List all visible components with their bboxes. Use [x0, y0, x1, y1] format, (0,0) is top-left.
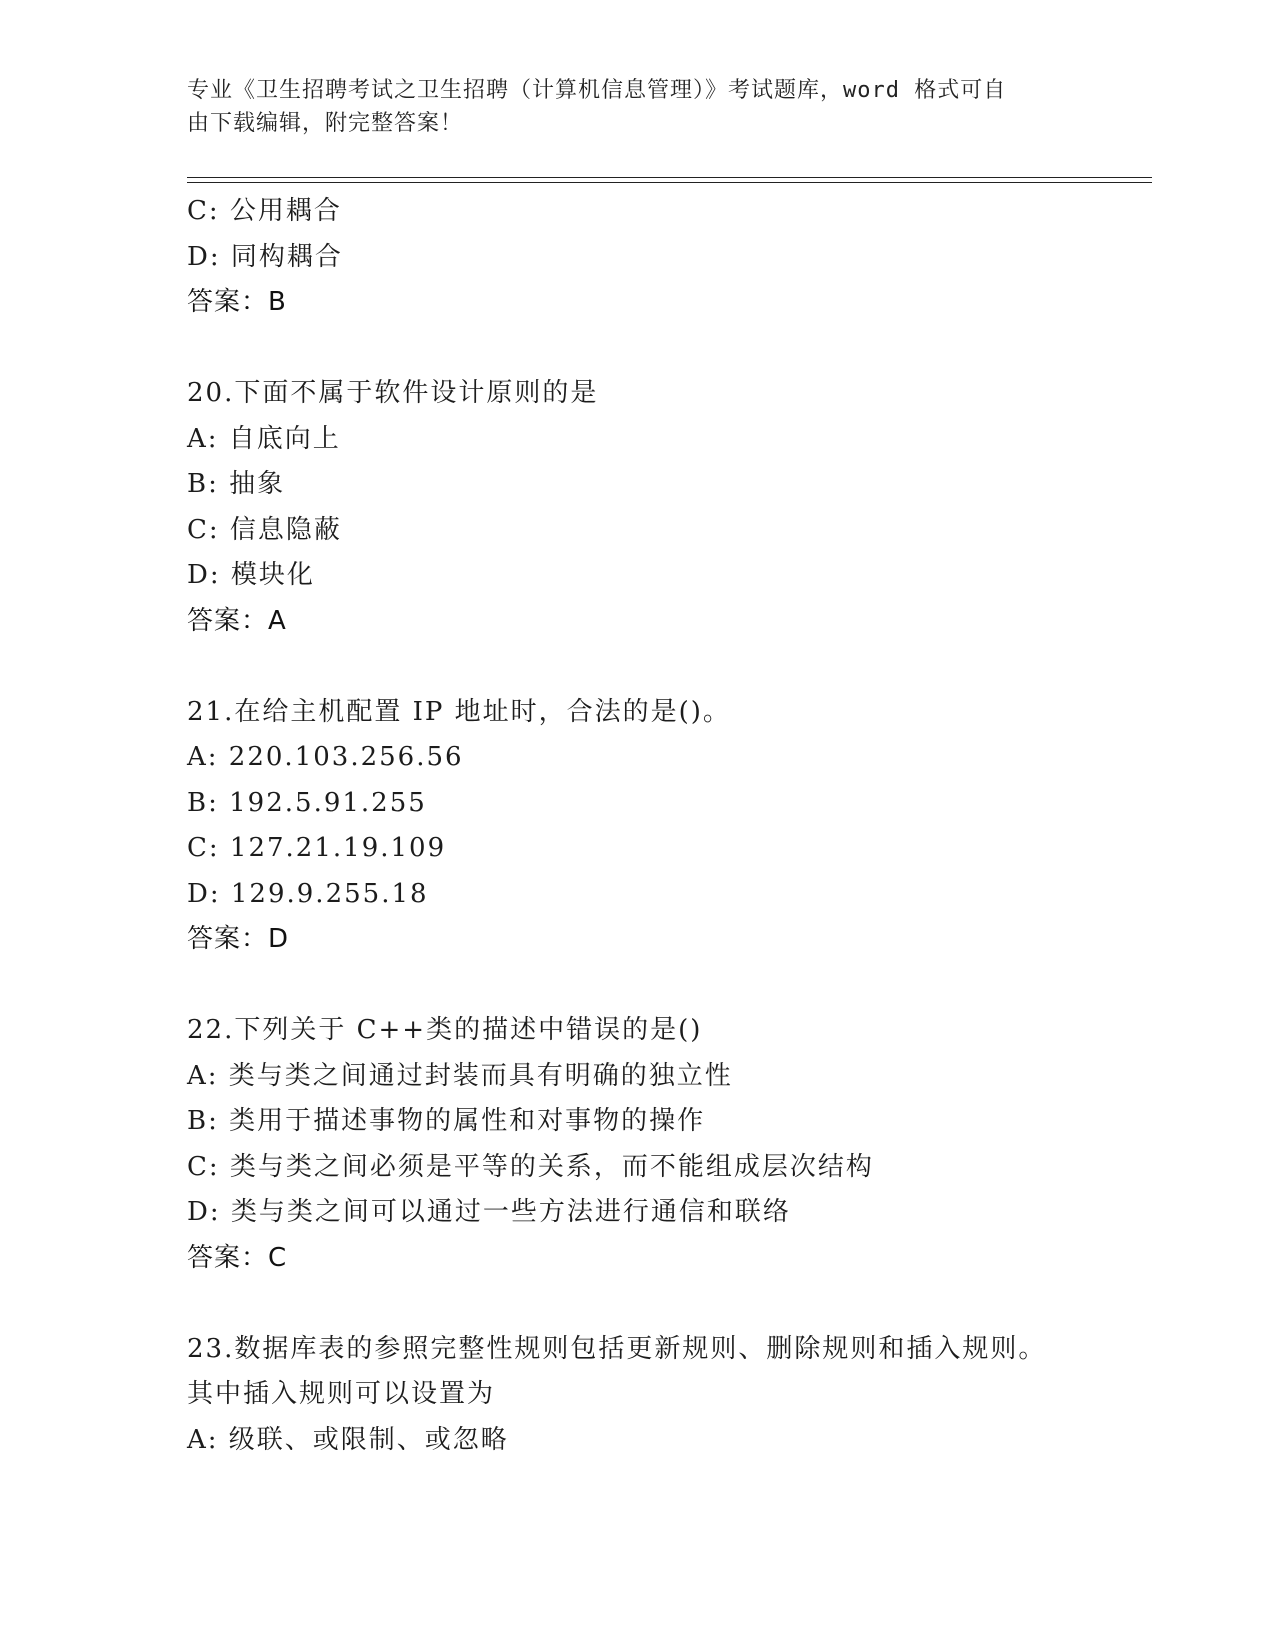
header-line-1: 专业《卫生招聘考试之卫生招聘（计算机信息管理）》考试题库，word 格式可自 [187, 78, 1007, 103]
answer-line: 答案：C [187, 1242, 288, 1273]
spacer [187, 963, 1087, 1009]
option-a: A: 类与类之间通过封装而具有明确的独立性 [187, 1060, 733, 1091]
spacer [187, 326, 1087, 372]
question-19-continuation [187, 189, 1087, 326]
question-20 [187, 371, 1087, 644]
question-stem: 22.下列关于 C++类的描述中错误的是() [187, 1015, 703, 1045]
option-b: B: 类用于描述事物的属性和对事物的操作 [187, 1106, 706, 1136]
option-a: A: 自底向上 [187, 423, 341, 454]
option-b: B: 192.5.91.255 [187, 787, 427, 818]
header-rule-top [187, 177, 1152, 178]
question-stem: 20.下面不属于软件设计原则的是 [187, 378, 599, 408]
option-d: D: 类与类之间可以通过一些方法进行通信和联络 [187, 1197, 791, 1227]
option-c: C: 127.21.19.109 [187, 833, 447, 863]
spacer [187, 1281, 1087, 1327]
option-c: C: 信息隐蔽 [187, 514, 342, 545]
question-22 [187, 1008, 1087, 1281]
option-a: A: 级联、或限制、或忽略 [187, 1424, 509, 1455]
question-stem: 21.在给主机配置 IP 地址时，合法的是()。 [187, 696, 731, 727]
option-d: D: 129.9.255.18 [187, 878, 429, 909]
answer-line: 答案：D [187, 924, 290, 954]
answer-line: 答案：B [187, 287, 287, 317]
header-rule-bottom [187, 182, 1152, 183]
option-c: C: 类与类之间必须是平等的关系，而不能组成层次结构 [187, 1151, 874, 1182]
option-b: B: 抽象 [187, 469, 286, 499]
question-23 [187, 1327, 1087, 1464]
question-21 [187, 690, 1087, 963]
question-stem-line-1: 23.数据库表的参照完整性规则包括更新规则、删除规则和插入规则。 [187, 1333, 1047, 1364]
page-header [187, 74, 1067, 140]
question-list [187, 189, 1087, 1463]
answer-line: 答案：A [187, 605, 287, 636]
header-line-2: 由下载编辑，附完整答案！ [187, 111, 464, 136]
option-d: D: 模块化 [187, 560, 315, 590]
question-stem-line-2: 其中插入规则可以设置为 [187, 1379, 496, 1409]
option-c: C: 公用耦合 [187, 196, 342, 226]
option-d: D: 同构耦合 [187, 241, 343, 272]
option-a: A: 220.103.256.56 [187, 742, 464, 772]
spacer [187, 644, 1087, 690]
